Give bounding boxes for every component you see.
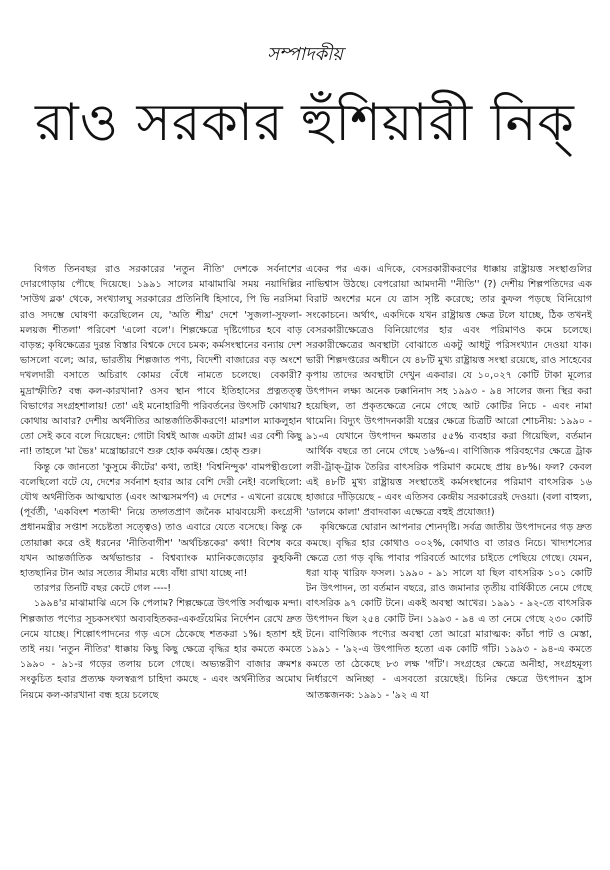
editorial-headline: রাও সরকার হুঁশিয়ারী নিক্ <box>35 93 575 153</box>
paragraph: কিন্তু কে জানতো 'কুসুমে কীটের' কথা, তাই! 'বিশ্বনিন্দুক' বামপন্থীগুলো বলেছিলো বটে যে, দেশের সর্বনাশ হবার আর বেশি দেরী নেই! বলেছিলো: যৌথ অর্থনীতিক আত্মঘাত (এবং আত্মসমর্পণ) এ দেশের - এখনো রয়েছে (পূর্বৰ্তী, 'একবিংশ শতাব্দী' নিয়ে তদ্গতপ্রাণ জনৈক মাঝবয়েসী কংগ্রেসী প্রধানমন্ত্রীর সপ্তাশ সচেষ্টতা সত্ত্বেও) তাও এবারে যেতে বসেছে। কিন্তু কে তোয়াক্কা করে ওই ধরনের 'নীতিবাগীশ' 'অর্থচিন্তকের' কথা! বিশেষ করে যখন আন্তর্জাতিক অর্থভান্ডার - বিশ্বব্যাংক ম্যানিকজেড়োর কুহকিনী হাতছানির টান আর সত্যের সীমার মধ্যে বাঁধা রাখা যাচ্ছে না! <box>20 461 302 580</box>
right-column <box>306 262 592 703</box>
paragraph: ১৯৯৪'র মাঝামাঝি এসে কি পেলাম? শিল্পক্ষেত্রে উৎপত্তি সর্বাত্মক মন্দা। শিল্পজাত পণ্যের সূচকসংখ্যা অব্যবহিতকর-একগুঁয়েমির নির্দেশন রেখে দ্রুত নেমে যাচ্ছে। শিল্পোৎপাদনের গড় এসে ঠেকেছে শতকরা ১%। হতাশ হই তাই নয়। 'নতুন নীতির' ধাক্কায় কিছু কিছু ক্ষেত্রে বৃদ্ধির হার কমতে কমতে ১৯৯০ - ৯১-র গড়ের তলায় চলে গেছে। অভ্যন্তরীণ বাজার ক্রমশঃ সংকুচিত হবার প্রত্যক্ষ ফলস্বরূপ চাহিদা কমছে - এবং অর্থনীতির অমোঘ নিয়মে কল-কারখানা বন্ধ হয়ে চলেছে <box>20 598 302 701</box>
paragraph: বিগত তিনবছর রাও সরকারের 'নতুন নীতি' দেশকে সর্বনাশের দোরগোড়ায় পৌছে দিয়েছে। ১৯৯১ সালের মাঝামাঝি সময় নয়াদিল্লির 'সাউথ ব্লক' থেকে, সংখ্যালঘু সরকারের প্রতিনিধি হিসাবে, পি ভি নরসিমা রাও সদম্ভে ঘোষণা করেছিলেন যে, 'অতি শীঘ্র' দেশে 'সুজলা-সুফলা-মলয়জ শীতলা' পরিবেশ 'এলো বলে'। শিল্পক্ষেত্রে দৃষ্টিগোচর হবে বাড় বাড়ন্ত; কৃষিক্ষেত্রের দুরন্ত বিস্তার বিশ্বকে দেবে চমক; কর্মসংস্থানের বন্যায় দেশ ভাসলো বলে; আর, ভারতীয় শিল্পজাত পণ্য, বিদেশী বাজারের বড় অংশে দখলদারী বসাতে অচিরাৎ কোমর বেঁধে নামতে চলেছে। বেকারী? মুদ্রাস্ফীতি? বন্ধ কল-কারখানা? ওসব স্থান পাবে ইতিহাসের প্রত্নতত্ত্ব বিভাগের সংগ্রহশালায়! তো' এই মনোহারিণী পরিবর্তনের উৎসটি কোথায়? কোথায় আবার? দেশীয় অর্থনীতির আন্তর্জাতিকীকরণে! মারশাল ম্যাকলুহান তো সেই কবে বলে দিয়েছেন: গোটা বিশ্বই আজ একটা গ্রাম! এর বেশী কিছু না! তাহলে 'মা ভৈঃ' মন্ত্রোচ্চারণে শুরু হোক কর্মযজ্ঞ। হোক্ শুরু। <box>20 264 302 458</box>
paragraph: একের পর এক। এদিকে, বেসরকারীকরণের ধাক্কায় রাষ্ট্রায়ত্ত সংস্থাগুলির নাভিশ্বাস উঠছে। বেপরোয়া আমদানী ''নীতি'' (?) দেশীয় শিল্পপতিদের এক বিরাট অংশের মনে যে ত্রাস সৃষ্টি করেছে; তার কুফল পড়ছে বিনিয়োগ সংকোচনে। অর্থাৎ, একদিকে যখন রাষ্ট্রায়ত্ত ক্ষেত্র টলে যাচ্ছে, ঠিক তখনই বেসরকারীক্ষেত্রেও বিনিয়োগের হার এবং পরিমাণও কমে চলেছে। সরকারীক্ষেত্রের অবস্থাটা বোঝাতে একটু আধটু পরিসংখ্যান দেওয়া যাক। ভারী শিল্পদপ্তরের অধীনে যে ৪৮টি মুখ্য রাষ্ট্রায়ত্ত সংস্থা রয়েছে, রাও সাহেবের কৃপায় তাদের অবস্থাটা দেখুন একবার। যে ১০,০২৭ কোটি টাকা মূল্যের উৎপাদন লক্ষ্য অনেক ঢক্কানিনাদ সহ ১৯৯৩ - ৯৪ সালের জন্য স্থির করা হয়েছিল, তা প্রকৃতক্ষেত্রে নেমে গেছে আট কোটির নিচে - এবং নামা থামেনি। বিদ্যুৎ উৎপাদনকারী যন্ত্রের ক্ষেত্রে চিত্রটি আরো শোচনীয়: ১৯৯০ - ৯১-এ যেখানে উৎপাদন ক্ষমতার ৫৫% ব্যবহার করা গিয়েছিল, বর্তমান আর্থিক বছরে তা নেমে গেছে ১৬%-এ। বাণিজ্যিক পরিবহণের ক্ষেত্রে ট্রাক লরী-ট্রাক্-ট্রাক তৈরির বাৎসরিক পরিমাণ কমেছে প্রায় ৪৮%। ফল? কেবল এই ৪৮টি মুখ্য রাষ্ট্রায়ত্ত সংস্থাতেই কর্মসংস্থানের পরিমাণ বাৎসরিক ১৬ হাজারে দাঁড়িয়েছে - এবং এতিসব কেন্দ্রীয় সরকারেরই দেওয়া। (বলা বাহুল্য, 'ডালমে কালা' প্রবাদবাক্য এক্ষেত্রে বহুই প্রযোজ্য!) <box>306 264 592 519</box>
section-label: সম্পাদকীয় <box>267 44 343 65</box>
paragraph: কৃষিক্ষেত্রে ঘোরান আপনার শ্যেনদৃষ্টি। সর্বত্র জাতীয় উৎপাদনের গড় দ্রুত কমছে। বৃদ্ধির হার কোথাও ০০২%, কোথাও বা তারও নিচে। খাদ্যশস্যের ক্ষেত্রে তো গড় বৃদ্ধি পাবার পরিবর্তে আগের চাইতে পেছিয়ে গেছে। যেমন, ধরা যাক্ খারিফ ফসল। ১৯৯০ - ৯১ সালে যা ছিল বাৎসরিক ১০১ কোটি টন উৎপাদন, তা বর্তমান বছরে, রাও জমানার তৃতীয় বার্ষিকীতে নেমে গেছে বাৎসরিক ৯৭ কোটি টনে। একই অবস্থা আখের। ১৯৯১ - ৯২-তে বাৎসরিক উৎপাদন ছিল ২৫৪ কোটি টন। ১৯৯৩ - ৯৪ এ তা নেমে গেছে ২৩০ কোটি টনে। বাণিজ্যিক পণ্যের অবস্থা তো আরো মারাত্মক: কাঁচা পাট ও মেস্তা, ১৯৯১ - '৯২-এ উৎপাদিত হতো এক কোটি গাঁট। ১৯৯৩ - ৯৪-এ কমতে কমতে তা ঠেকেছে ৮৩ লক্ষ 'গাঁট'। সংগ্রহের ক্ষেত্রে অনীহা, সংগ্রহমূল্য নির্ধারণে অনিচ্ছা - এসবতো রয়েছেই। চিনির ক্ষেত্রে উৎপাদন হ্রাস আতঙ্কজনক: ১৯৯১ - '৯২ এ যা <box>306 522 592 701</box>
paragraph: তারপর তিনটি বছর কেটে গেল ----! <box>34 583 172 595</box>
left-column <box>20 262 302 703</box>
